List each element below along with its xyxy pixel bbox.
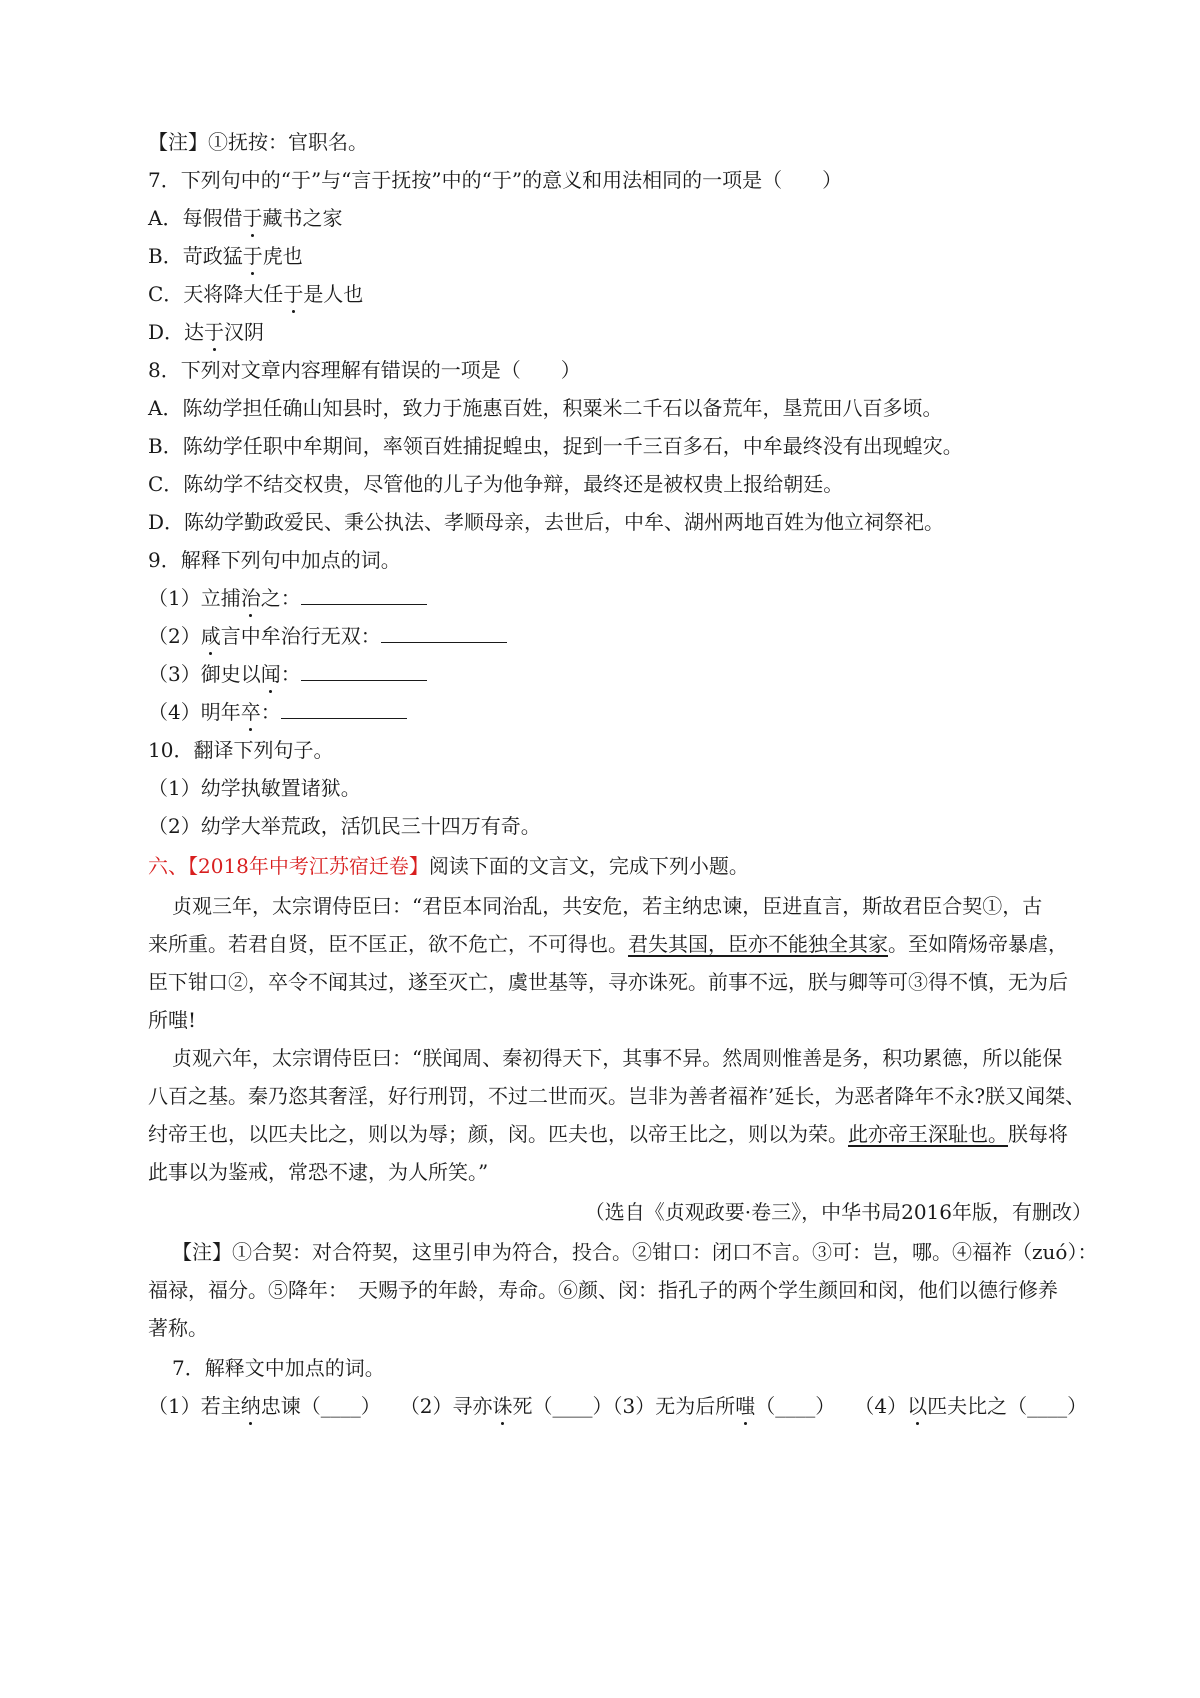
q10-stem: 10．翻译下列句子。 (148, 738, 334, 762)
passage-p2-line3: 纣帝王也，以匹夫比之，则以为辱；颜，闵。匹夫也，以帝王比之，则以为荣。此亦帝王深耻也。朕每将 (148, 1122, 1068, 1146)
q7b-item-2: （2）寻亦诛死（____） (399, 1394, 613, 1418)
q7b-stem: 7．解释文中加点的词。 (172, 1356, 385, 1380)
dotted-char: 于 (242, 206, 263, 230)
q9-item-3: （3）御史以闻： (148, 660, 1098, 688)
note-2-line2: 福禄，福分。⑤降年： 天赐予的年龄，寿命。⑥颜、闵：指孔子的两个学生颜回和闵，他们以德行修养 (148, 1278, 1058, 1302)
dotted-char: 卒 (240, 700, 261, 724)
underlined-sentence: 君失其国，臣亦不能独全其家 (628, 932, 888, 956)
q8-option-a: A．陈幼学担任确山知县时，致力于施惠百姓，积粟米二千石以备荒年，垦荒田八百多顷。 (148, 396, 943, 420)
dotted-char: 以 (907, 1394, 928, 1418)
dotted-char: 于 (283, 282, 304, 306)
q7b-item-3: （3）无为后所嗤（____） (612, 1394, 836, 1418)
q8-option-c: C．陈幼学不结交权贵，尽管他的儿子为他争辩，最终还是被权贵上报给朝廷。 (148, 472, 844, 496)
note-2-line1: 【注】①合契：对合符契，这里引申为符合，投合。②钳口：闭口不言。③可：岂，哪。④福祚（zuó）： (172, 1240, 1098, 1264)
source-tag: 【2018年中考江苏宿迁卷】 (188, 854, 429, 878)
dotted-char: 治 (240, 586, 261, 610)
passage-p2-line4: 此事以为鉴戒，常恐不逮，为人所笑。” (148, 1160, 489, 1184)
answer-blank[interactable] (301, 586, 427, 605)
passage-p1-line2: 来所重。若君自贤，臣不匡正，欲不危亡，不可得也。君失其国，臣亦不能独全其家。至如隋炀帝暴虐， (148, 932, 1068, 956)
q7-option-c: C．天将降大任于是人也 (148, 282, 364, 306)
section-6-heading: 六、【2018年中考江苏宿迁卷】阅读下面的文言文，完成下列小题。 (148, 854, 749, 878)
dotted-char: 闻 (260, 662, 281, 686)
passage-p1-line4: 所嗤! (148, 1008, 197, 1032)
q7-option-b: B．苛政猛于虎也 (148, 244, 303, 268)
dotted-char: 于 (242, 244, 263, 268)
q7b-items (148, 1392, 1098, 1420)
passage-p1-line1: 贞观三年，太宗谓侍臣曰：“君臣本同治乱，共安危，若主纳忠谏，臣进直言，斯故君臣合契①，古 (172, 894, 1043, 918)
passage-p1-line3: 臣下钳口②，卒令不闻其过，遂至灭亡，虞世基等，寻亦诛死。前事不远，朕与卿等可③得不慎，无为后 (148, 970, 1068, 994)
q8-option-b: B．陈幼学任职中牟期间，率领百姓捕捉蝗虫，捉到一千三百多石，中牟最终没有出现蝗灾。 (148, 434, 963, 458)
underlined-sentence: 此亦帝王深耻也。 (848, 1122, 1008, 1146)
passage-source: （选自《贞观政要·卷三》，中华书局2016年版，有删改） (584, 1200, 1092, 1224)
answer-blank[interactable] (301, 662, 427, 681)
dotted-char: 诛 (492, 1394, 513, 1418)
dotted-char: 纳 (240, 1394, 261, 1418)
note-1: 【注】①抚按：官职名。 (148, 130, 368, 154)
passage-p2-line1: 贞观六年，太宗谓侍臣曰：“朕闻周、秦初得天下，其事不异。然周则惟善是务，积功累德，所以能保 (172, 1046, 1063, 1070)
q8-stem: 8．下列对文章内容理解有错误的一项是（ ） (148, 358, 581, 382)
q9-item-2: （2）咸言中牟治行无双： (148, 622, 1098, 650)
passage-p2-line2: 八百之基。秦乃恣其奢淫，好行刑罚，不过二世而灭。岂非为善者福祚’延长，为恶者降年不永?朕又闻桀、 (148, 1084, 1086, 1108)
answer-blank[interactable] (381, 624, 507, 643)
q7-stem: 7．下列句中的“于”与“言于抚按”中的“于”的意义和用法相同的一项是（ ） (148, 168, 843, 192)
q9-item-1: （1）立捕治之： (148, 584, 1098, 612)
dotted-char: 于 (204, 320, 225, 344)
q9-stem: 9．解释下列句中加点的词。 (148, 548, 401, 572)
q7b-item-4: （4）以匹夫比之（____） (854, 1394, 1088, 1418)
q10-item-1: （1）幼学执敏置诸狱。 (148, 776, 361, 800)
q9-item-4: （4）明年卒： (148, 698, 1098, 726)
q7-option-a: A．每假借于藏书之家 (148, 206, 343, 230)
q7-option-d: D．达于汉阴 (148, 320, 265, 344)
q7b-item-1: （1）若主纳忠谏（____） (148, 1394, 381, 1418)
dotted-char: 嗤 (735, 1394, 756, 1418)
dotted-char: 咸 (200, 624, 221, 648)
answer-blank[interactable] (281, 700, 407, 719)
note-2-line3: 著称。 (148, 1316, 208, 1340)
q8-option-d: D．陈幼学勤政爱民、秉公执法、孝顺母亲，去世后，中牟、湖州两地百姓为他立祠祭祀。 (148, 510, 945, 534)
q10-item-2: （2）幼学大举荒政，活饥民三十四万有奇。 (148, 814, 541, 838)
